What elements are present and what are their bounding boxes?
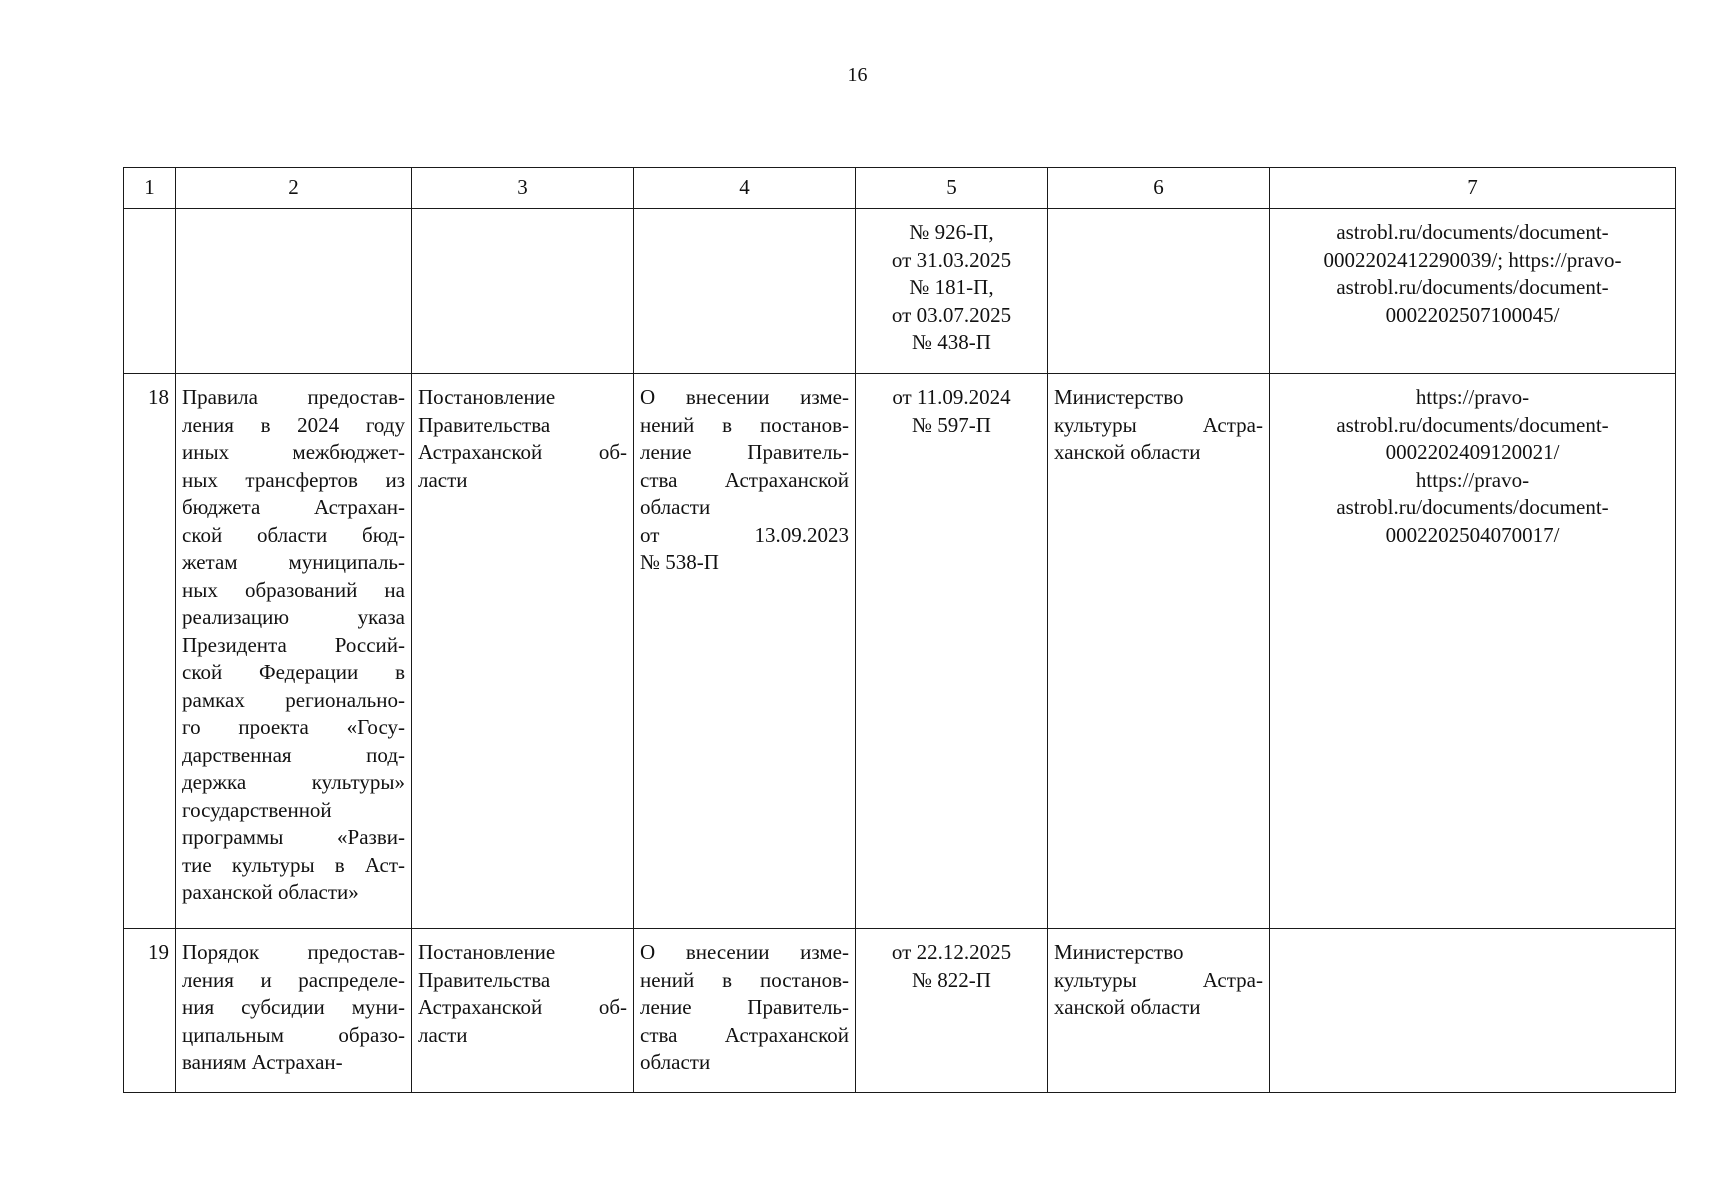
cell-text-line: Астраханской об- [418, 440, 627, 464]
documents-table [123, 167, 1676, 1093]
cell-text-line: № 438-П [912, 330, 991, 354]
cell-text-line: программы «Разви- [182, 825, 405, 849]
cell-text-line: области [640, 1050, 711, 1074]
cell-text-line: ление Правитель- [640, 995, 849, 1019]
cell-text-line: https://pravo- [1415, 467, 1530, 492]
table-header-row [124, 168, 1676, 209]
cell-text-line: https://pravo- [1415, 385, 1530, 409]
cell-text-line: ской Федерации в [182, 660, 405, 684]
date-number-cell [856, 209, 1048, 374]
row-number-cell: 18 [124, 374, 176, 929]
cell-text-line: раханской области» [182, 880, 359, 904]
page-number: 16 [847, 64, 868, 86]
cell-text-line: от 13.09.2023 [640, 522, 849, 547]
cell-text-line: держка культуры» [182, 770, 405, 794]
header-cell: 6 [1048, 168, 1270, 209]
row-number-cell [124, 209, 176, 374]
cell-text-line: № 597-П [912, 412, 991, 437]
document-type-cell [412, 374, 634, 929]
header-cell: 3 [412, 168, 634, 209]
cell-text-line: № 181-П, [909, 275, 994, 299]
cell-text-line: № 822-П [912, 967, 991, 992]
cell-text-line: Правительства [418, 967, 551, 992]
cell-text-line: Министерство [1054, 940, 1184, 964]
cell-text-line: жетам муниципаль- [182, 550, 405, 574]
cell-text-line: О внесении изме- [640, 940, 849, 964]
cell-text-line: Правительства [418, 412, 551, 437]
cell-text-line: от 03.07.2025 [891, 302, 1012, 327]
cell-text-line: О внесении изме- [640, 385, 849, 409]
header-cell: 1 [124, 168, 176, 209]
ministry-cell [1048, 374, 1270, 929]
cell-text-line: astrobl.ru/documents/document- [1336, 412, 1609, 437]
cell-text-line: ласти [418, 467, 468, 492]
table-row [124, 374, 1676, 929]
header-cell: 2 [176, 168, 412, 209]
cell-text-line: ления и распределе- [182, 967, 405, 992]
date-number-cell [856, 929, 1048, 1093]
cell-text-line: ление Правитель- [640, 440, 849, 464]
cell-text-line: astrobl.ru/documents/document- [1336, 220, 1609, 244]
header-cell: 4 [634, 168, 856, 209]
cell-text-line: Порядок предостав- [182, 940, 405, 964]
cell-text-line: от 31.03.2025 [891, 247, 1012, 272]
document-name-cell [176, 209, 412, 374]
cell-text-line: реализацию указа [182, 605, 405, 629]
cell-text-line: Постановление [418, 940, 556, 964]
table-row [124, 929, 1676, 1093]
cell-text-line: го проекта «Госу- [182, 715, 405, 739]
link-cell [1270, 929, 1676, 1093]
cell-text-line: 0002202409120021/ [1385, 440, 1560, 464]
cell-text-line: № 538-П [640, 550, 719, 574]
cell-text-line: нений в постанов- [640, 412, 849, 437]
cell-text-line: иных межбюджет- [182, 440, 405, 464]
cell-text-line: ваниям Астрахан- [182, 1050, 343, 1074]
cell-text-line: ных трансфертов из [182, 467, 405, 492]
cell-text-line: области [640, 495, 711, 519]
cell-text-line: от 22.12.2025 [891, 940, 1012, 964]
cell-text-line: государственной [182, 797, 332, 822]
link-cell [1270, 209, 1676, 374]
cell-text-line: культуры Астра- [1054, 412, 1263, 437]
cell-text-line: astrobl.ru/documents/document- [1336, 275, 1609, 299]
cell-text-line: № 926-П, [909, 220, 994, 244]
cell-text-line: ления в 2024 году [182, 412, 405, 437]
cell-text-line: ханской области [1054, 440, 1201, 464]
cell-text-line: рамках регионально- [182, 687, 405, 712]
ministry-cell [1048, 929, 1270, 1093]
cell-text-line: от 11.09.2024 [892, 385, 1011, 409]
cell-text-line: ства Астраханской [640, 1022, 849, 1047]
ministry-cell [1048, 209, 1270, 374]
header-cell: 5 [856, 168, 1048, 209]
table-row [124, 209, 1676, 374]
cell-text-line: ласти [418, 1022, 468, 1047]
document-name-cell [176, 374, 412, 929]
cell-text-line: 0002202507100045/ [1385, 302, 1560, 327]
cell-text-line: ных образований на [182, 577, 405, 602]
cell-text-line: тие культуры в Аст- [182, 852, 405, 877]
document-type-cell [412, 929, 634, 1093]
link-cell [1270, 374, 1676, 929]
amendment-cell [634, 209, 856, 374]
header-cell: 7 [1270, 168, 1676, 209]
cell-text-line: ханской области [1054, 995, 1201, 1019]
document-name-cell [176, 929, 412, 1093]
amendment-cell [634, 374, 856, 929]
cell-text-line: Постановление [418, 385, 556, 409]
cell-text-line: нений в постанов- [640, 967, 849, 992]
cell-text-line: Президента Россий- [182, 632, 405, 657]
cell-text-line: 0002202412290039/; https://pravo- [1323, 247, 1622, 272]
cell-text-line: 0002202504070017/ [1385, 522, 1560, 547]
cell-text-line: дарственная под- [182, 742, 405, 767]
cell-text-line: ства Астраханской [640, 467, 849, 492]
date-number-cell [856, 374, 1048, 929]
cell-text-line: культуры Астра- [1054, 967, 1263, 992]
document-type-cell [412, 209, 634, 374]
amendment-cell [634, 929, 856, 1093]
cell-text-line: Астраханской об- [418, 995, 627, 1019]
cell-text-line: ципальным образо- [182, 1022, 405, 1047]
cell-text-line: Министерство [1054, 385, 1184, 409]
row-number-cell: 19 [124, 929, 176, 1093]
cell-text-line: ния субсидии муни- [182, 995, 405, 1019]
cell-text-line: бюджета Астрахан- [182, 495, 405, 519]
cell-text-line: Правила предостав- [182, 385, 405, 409]
cell-text-line: astrobl.ru/documents/document- [1336, 495, 1609, 519]
cell-text-line: ской области бюд- [182, 522, 405, 547]
